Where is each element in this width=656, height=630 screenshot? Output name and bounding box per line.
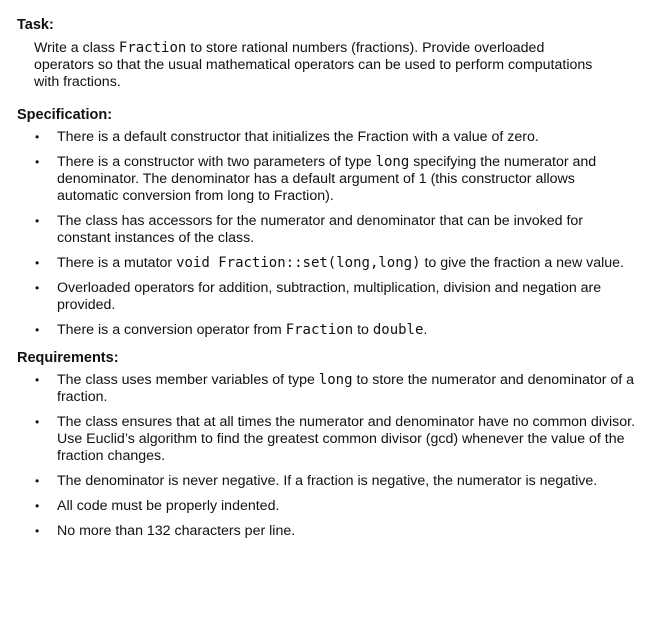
bullet-icon: • — [35, 323, 40, 337]
bullet-icon: • — [35, 524, 40, 538]
item-text: The class ensures that at all times the numerator and denominator have no common divisor. Use Euclid’s algorithm to find the greatest common divisor (gcd) whenever the value of the fraction changes. — [57, 414, 636, 464]
bullet-icon: • — [35, 214, 40, 228]
item-code: long — [318, 372, 353, 388]
item-text: specifying the numerator and denominator. The denominator has a default argument of 1 (this constructor allows automatic conversion from long to Fraction). — [57, 154, 597, 204]
item-text: . — [423, 322, 428, 338]
list-item — [17, 523, 637, 540]
list-item — [17, 498, 637, 515]
bullet-icon: • — [35, 415, 40, 429]
list-item — [17, 154, 637, 205]
item-text: to give the fraction a new value. — [420, 255, 624, 271]
list-item — [17, 372, 637, 406]
requirements-heading: Requirements: — [17, 350, 119, 366]
item-code: void Fraction::set(long,long) — [176, 255, 421, 271]
item-text: Overloaded operators for addition, subtraction, multiplication, division and negation are provided. — [57, 280, 602, 313]
item-code: double — [372, 322, 424, 338]
task-heading: Task: — [17, 17, 54, 33]
requirements-list — [17, 372, 636, 540]
item-code: Fraction — [285, 322, 354, 338]
bullet-icon: • — [35, 499, 40, 513]
item-code: long — [375, 154, 410, 170]
item-text: The class has accessors for the numerator and denominator that can be invoked for constant instances of the class. — [57, 213, 584, 246]
list-item — [17, 280, 637, 314]
specification-list — [17, 129, 636, 339]
bullet-icon: • — [35, 130, 40, 144]
bullet-icon: • — [35, 474, 40, 488]
list-item — [17, 322, 637, 339]
bullet-icon: • — [35, 281, 40, 295]
specification-heading: Specification: — [17, 107, 113, 123]
item-text: There is a mutator — [57, 255, 177, 271]
list-item — [17, 414, 637, 465]
item-text: to store the numerator and denominator of a fraction. — [57, 372, 635, 405]
bullet-icon: • — [35, 373, 40, 387]
list-item — [17, 473, 637, 490]
list-item — [17, 129, 637, 146]
bullet-icon: • — [35, 256, 40, 270]
task-code-fraction: Fraction — [118, 40, 187, 56]
item-text: The class uses member variables of type — [57, 372, 319, 388]
item-text: All code must be properly indented. — [57, 498, 280, 514]
task-description — [34, 40, 594, 91]
task-text: Write a class — [34, 40, 119, 56]
item-text: There is a conversion operator from — [57, 322, 286, 338]
item-text: No more than 132 characters per line. — [57, 523, 296, 539]
item-text: There is a constructor with two parameters of type — [57, 154, 376, 170]
task-text: to store rational numbers (fractions). Provide overloaded operators so that the usual mathematical operators can be used to perform computations with fractions. — [34, 40, 593, 90]
item-text: to — [353, 322, 373, 338]
list-item — [17, 255, 637, 272]
list-item — [17, 213, 637, 247]
item-text: There is a default constructor that initializes the Fraction with a value of zero. — [57, 129, 539, 145]
bullet-icon: • — [35, 155, 40, 169]
item-text: The denominator is never negative. If a fraction is negative, the numerator is negative. — [57, 473, 598, 489]
